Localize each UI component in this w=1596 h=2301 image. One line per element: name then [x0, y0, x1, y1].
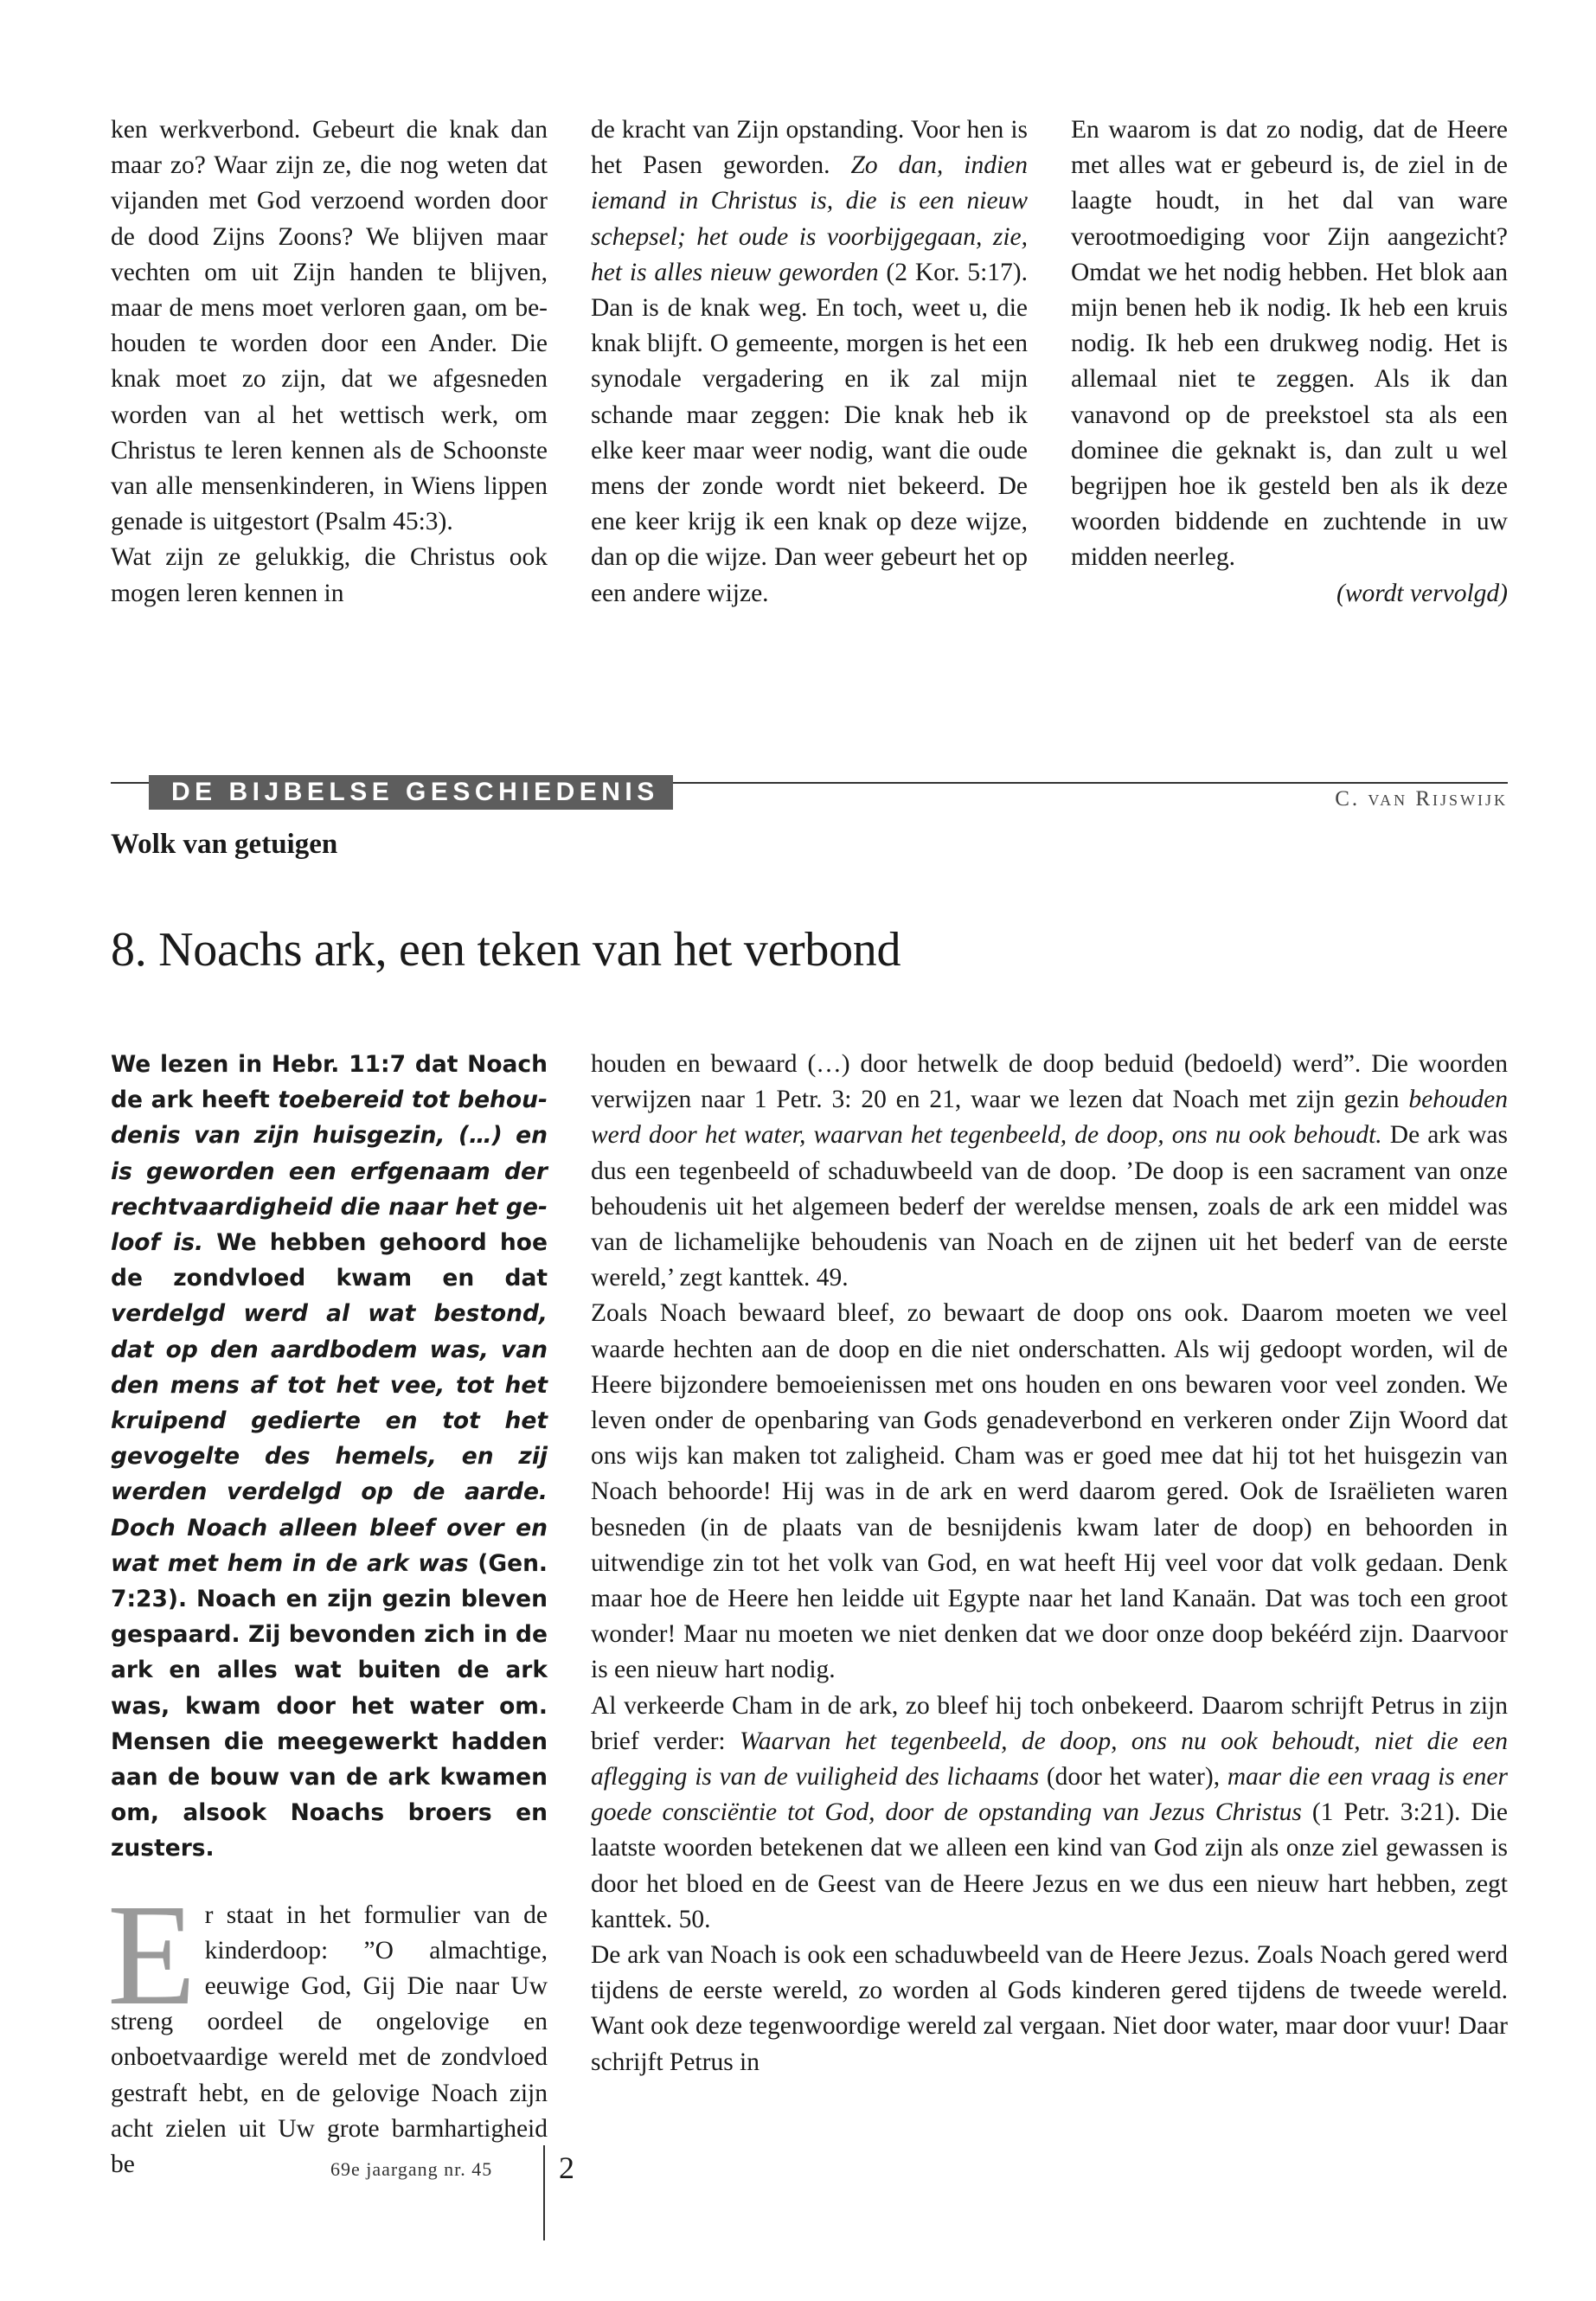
top-column-3: [1071, 112, 1508, 612]
text-run: houden en bewaard (…) door hetwelk de doop beduid (bedoeld) werd”. Die woorden verwijzen naar 1 Petr. 3: 20 en 21, waar we lezen dat Noach met zijn gezin: [591, 1050, 1508, 1114]
paragraph: [591, 112, 1028, 612]
text-run: Al verkeerde Cham in de ark, zo bleef hij toch onbekeerd. Daarom schrijft Petrus in zijn brief verder:: [591, 1691, 1508, 1755]
text-run: We hebben gehoord hoe de zondvloed kwam en dat: [111, 1229, 548, 1292]
top-column-1: [111, 112, 548, 612]
paragraph: [591, 1047, 1508, 1296]
top-column-2: [591, 112, 1028, 612]
paragraph: En waarom is dat zo nodig, dat de Heere met alles wat er gebeurd is, de ziel in de laagte houdt, in het dal van ware verootmoediging voor Zijn aangezicht? Omdat we het nodig hebben. Het blok aan mijn benen heb ik nodig. Ik heb een kruis nodig. Ik heb een drukweg nodig. Het is allemaal niet te zeggen. Als ik dan vanavond op de preekstoel sta als een dominee die geknakt is, dan zult u wel begrijpen hoe ik gesteld ben als ik deze woorden biddende en zuchtende in uw midden neerleg.: [1071, 116, 1508, 572]
text-run: (1 Petr. 3:21). Die laatste woorden betekenen dat we alleen een kind van God zijn als onze ziel gewassen is door het bloed en de Geest van de Heere Jezus en we dus een nieuw hart hebben, zegt kanttek. 50.: [591, 1798, 1508, 1933]
footer-divider: [543, 2145, 545, 2240]
text-run: de kracht van Zijn opstanding. Voor hen is het Pasen geworden.: [591, 116, 1028, 180]
scripture-quote: maar die een vraag is ener goede consciëntie tot God, door de opstanding van Jezus Christus: [591, 1763, 1508, 1827]
issue-info: 69e jaargang nr. 45: [330, 2158, 493, 2180]
article-title: 8. Noachs ark, een teken van het verbond: [111, 923, 901, 977]
continued-note: (wordt vervolgd): [1336, 579, 1508, 607]
text-run: (door het water),: [1039, 1763, 1227, 1791]
scripture-quote: behouden werd door het water, waarvan het tegenbeeld, de doop, ons nu ook behoudt.: [591, 1086, 1508, 1150]
main-column: [591, 1047, 1508, 2080]
series-subtitle: Wolk van getuigen: [111, 829, 338, 860]
author-name: C. van Rijswijk: [1335, 787, 1508, 811]
scripture-quote: toebereid tot behoudenis van zijn huisgezin, (…) en is geworden een erfgenaam der rechtvaardigheid die naar het geloof is.: [111, 1086, 548, 1257]
text-run: (2 Kor. 5:17). Dan is de knak weg. En toch, weet u, die knak blijft. O gemeente, morgen is het een synodale vergadering en ik zal mijn schande maar zeggen: Die knak heb ik elke keer maar weer nodig, want die oude mens der zonde wordt niet bekeerd. De ene keer krijg ik een knak op deze wijze, dan op die wijze. Dan weer gebeurt het op een andere wijze.: [591, 258, 1028, 607]
section-label: DE BIJBELSE GESCHIEDENIS: [149, 775, 673, 810]
text-run: De ark was dus een tegenbeeld of schaduwbeeld van de doop. ’De doop is een sacrament van onze behoudenis uit het algemeen bederf der wereldse mensen, zoals de ark een middel was van de lichamelijke behoudenis van Noach en de zijnen uit het bederf van de eerste wereld,’ zegt kanttek. 49.: [591, 1121, 1508, 1292]
paragraph: Zoals Noach bewaard bleef, zo bewaart de doop ons ook. Daarom moeten we veel waarde hechten aan de doop en die niet onderschatten. Als wij gedoopt worden, wil de Heere bijzondere bemoeienissen met ons houden en ons bewaren voor veel zonden. We leven onder de openbaring van Gods genadeverbond en verkeren onder Zijn Woord dat ons wijs kan maken tot zaligheid. Cham was er goed mee dat hij tot het huisgezin van Noach behoorde! Hij was in de ark en werd daarom gered. Ook de Israëlieten waren besneden (in de plaats van de besnijdenis kwam later de doop) en behoorden in uitwendige zin tot het volk van God, en wat heeft Hij veel voor dat volk gedaan. Denk maar hoe de Heere hen leidde uit Egypte naar het land Kanaän. Dat was toch een groot wonder! Maar nu moeten we niet denken dat we door onze doop bekéérd zijn. Daarvoor is een nieuw hart nodig.: [591, 1299, 1508, 1684]
scripture-quote: Waarvan het tegenbeeld, de doop, ons nu ook behoudt, niet die een aflegging is van de vuiligheid des lichaams: [591, 1727, 1508, 1791]
section-header: [111, 775, 1508, 810]
scripture-quote: verdelgd werd al wat bestond, dat op den aardbodem was, van den mens af tot het vee, tot het kruipend gedierte en tot het gevogelte des hemels, en zij werden verdelgd op de aarde. Doch Noach alleen bleef over en wat met hem in de ark was: [111, 1300, 548, 1577]
scripture-quote: Zo dan, indien iemand in Christus is, die is een nieuw schepsel; het oude is voorbijgegaan, zie, het is alles nieuw geworden: [591, 151, 1028, 286]
text-run: We lezen in Hebr. 11:7 dat Noach de ark heeft: [111, 1051, 548, 1114]
paragraph: ken werkverbond. Gebeurt die knak dan maar zo? Waar zijn ze, die nog weten dat vijanden met God verzoend worden door de dood Zijns Zoons? We blijven maar vechten om uit Zijn handen te blijven, maar de mens moet verloren gaan, om behouden te worden door een Ander. Die knak moet zo zijn, dat we afgesneden worden van al het wettisch werk, om Christus te leren kennen als de Schoonste van alle mensenkinderen, in Wiens lippen genade is uitgestort (Psalm 45:3).: [111, 116, 548, 536]
paragraph: De ark van Noach is ook een schaduwbeeld van de Heere Jezus. Zoals Noach gered werd tijdens de eerste wereld, zo worden al Gods kinderen gered tijdens de tweede wereld. Want ook deze tegenwoordige wereld zal vergaan. Niet door water, maar door vuur! Daar schrijft Petrus in: [591, 1941, 1508, 2076]
paragraph: Wat zijn ze gelukkig, die Christus ook mogen leren kennen in: [111, 543, 548, 607]
intro-paragraph: [111, 1047, 548, 1867]
lead-column: [107, 1047, 548, 2182]
text-run: (Gen. 7:23). Noach en zijn gezin bleven gespaard. Zij bevonden zich in de ark en alles wat buiten de ark was, kwam door het water om. Mensen die meegewerkt hadden aan de bouw van de ark kwamen om, alsook Noachs broers en zusters.: [111, 1549, 548, 1862]
body-paragraph: [107, 1874, 548, 2183]
text-run: r staat in het formulier van de kinderdoop: ”O almachtige, eeuwige God, Gij Die naar Uw streng oordeel de ongelovige en onboetvaardige wereld met de zondvloed gestraft hebt, en de gelovige Noach zijn acht zielen uit Uw grote barmhartigheid be: [111, 1900, 548, 2179]
paragraph: [591, 1689, 1508, 1938]
page-number: 2: [559, 2150, 574, 2185]
drop-cap: E: [107, 1874, 196, 2035]
